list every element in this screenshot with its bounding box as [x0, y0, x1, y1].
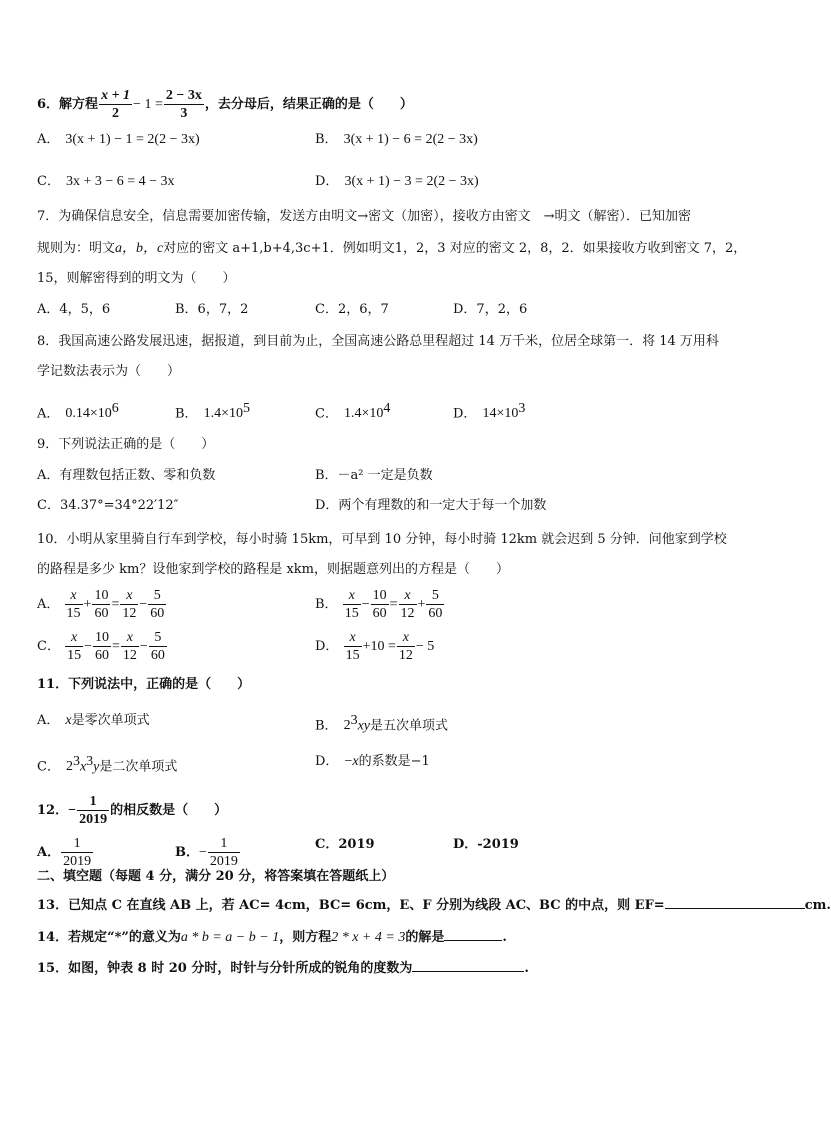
q11-option-c-text: 是二次单项式 — [99, 759, 178, 775]
q10-b-f2-num: 10 — [372, 588, 387, 603]
q10-c-f4-num: 5 — [154, 630, 162, 645]
q10-d-f1-num: x — [349, 630, 356, 645]
q6-f1-numerator: x + 1 — [101, 88, 131, 103]
q10-a-f2-den: 60 — [94, 606, 109, 621]
q9-option-c: C．34.37°=34°22′12″ — [37, 498, 179, 513]
q10-option-a — [37, 588, 167, 621]
q10-option-b — [315, 588, 445, 621]
q8-option-a — [37, 400, 119, 423]
q10-c-op2: − — [139, 639, 148, 654]
q6-fraction-right — [164, 88, 204, 121]
q14-suffix: 的解是 — [405, 930, 445, 945]
q10-a-f3-den: 12 — [122, 606, 137, 621]
question-13 — [37, 895, 831, 915]
q9-option-d: D．两个有理数的和一定大于每一个加数 — [315, 498, 547, 513]
q6-minus-one: − 1 = — [133, 97, 163, 112]
q10-b-f3-den: 12 — [400, 606, 415, 621]
q10-b-eq: = — [389, 597, 398, 612]
q10-d-mid: +10 = — [362, 639, 396, 654]
q10-b-frac-1 — [343, 588, 361, 621]
q11-option-a-label: A． — [37, 713, 60, 728]
q10-b-frac-2 — [371, 588, 389, 621]
q13-answer-blank[interactable] — [665, 895, 805, 909]
q11-option-d-label: D． — [315, 754, 339, 769]
q10-b-f2-den: 60 — [372, 606, 387, 621]
q6-f2-denominator: 3 — [164, 104, 204, 121]
q8-option-b-label: B． — [175, 406, 198, 422]
q6-number: 6． — [37, 97, 60, 112]
q10-d-f1-den: 15 — [345, 648, 360, 663]
q12-number: 12． — [37, 803, 69, 818]
question-14 — [37, 927, 507, 947]
q10-a-f3-num: x — [126, 588, 133, 603]
q11-option-c-y: y — [93, 759, 100, 775]
q8-option-d-exponent: 3 — [518, 401, 526, 416]
q7-option-c: C．2，6，7 — [315, 302, 389, 317]
question-12 — [37, 794, 227, 827]
q9-option-b: B．－a² 一定是负数 — [315, 468, 433, 483]
q15-answer-blank[interactable] — [412, 958, 524, 972]
q15-end: . — [524, 961, 529, 976]
q6-option-a-text: 3(x + 1) − 1 = 2(2 − 3x) — [65, 132, 200, 147]
q6-option-d-text: 3(x + 1) − 3 = 2(2 − 3x) — [344, 174, 479, 189]
q10-b-f4-den: 60 — [428, 606, 443, 621]
q10-c-f1-den: 15 — [67, 648, 82, 663]
q10-c-f3-num: x — [126, 630, 134, 645]
q11-option-b-label: B． — [315, 718, 338, 734]
q14-equation: 2 * x + 4 = 3 — [331, 930, 406, 945]
q11-option-b — [315, 712, 448, 735]
q10-b-f1-den: 15 — [344, 606, 359, 621]
q10-line-1: 10．小明从家里骑自行车到学校，每小时骑 15km，可早到 10 分钟，每小时骑 12km 就会迟到 5 分钟．问他家到学校 — [37, 532, 727, 547]
q12-b-den: 2019 — [209, 854, 238, 869]
q7-line-2b: 对应的密文 a+1,b+4,3c+1．例如明文1，2，3 对应的密文 2，8，2．如果接收方收到密文 7，2， — [163, 241, 747, 256]
question-15 — [37, 958, 529, 978]
q14-prefix: 14．若规定“*”的意义为 — [37, 930, 181, 945]
q6-option-c — [37, 173, 175, 191]
q11-line-1: 11．下列说法中，正确的是（ ） — [37, 677, 251, 692]
q6-option-b-text: 3(x + 1) − 6 = 2(2 − 3x) — [343, 132, 478, 147]
q12-numerator: 1 — [89, 794, 97, 809]
q11-option-b-xy: xy — [357, 718, 370, 734]
q11-option-d — [315, 753, 430, 771]
q10-a-frac-2 — [92, 588, 110, 621]
q10-d-frac-2 — [397, 630, 415, 663]
q12-minus: − — [68, 803, 77, 818]
q12-fraction — [77, 794, 109, 827]
q10-d-frac-1 — [344, 630, 362, 663]
q10-option-c-label: C． — [37, 639, 60, 654]
q11-option-a — [37, 712, 150, 730]
q11-option-d-minus: − — [344, 754, 353, 769]
q10-c-frac-2 — [93, 630, 111, 663]
q11-option-a-text: 是零次单项式 — [71, 713, 150, 728]
q11-option-c-x: x — [79, 759, 87, 775]
q10-option-d-label: D． — [315, 639, 339, 654]
q11-option-c-label: C． — [37, 759, 60, 775]
q9-line-1: 9．下列说法正确的是（ ） — [37, 437, 215, 452]
q11-option-b-exp: 3 — [350, 713, 358, 728]
q8-option-b — [175, 400, 250, 423]
q11-option-a-x: x — [65, 713, 72, 728]
q6-f2-numerator: 2 − 3x — [165, 88, 202, 103]
q10-a-f4-den: 60 — [150, 606, 165, 621]
q8-option-c-base: 1.4×10 — [343, 406, 384, 422]
q10-c-f3-den: 12 — [122, 648, 137, 663]
q14-rule: a * b = a − b − 1 — [180, 930, 280, 945]
q12-a-den: 2019 — [63, 854, 92, 869]
q11-option-b-coef: 2 — [343, 718, 351, 734]
q12-b-num: 1 — [220, 836, 228, 851]
q8-option-b-exponent: 5 — [242, 401, 250, 416]
q12-suffix: 的相反数是（ ） — [110, 803, 228, 818]
q10-c-f1-num: x — [70, 630, 78, 645]
q10-line-2: 的路程是多少 km？设他家到学校的路程是 xkm，则据题意列出的方程是（ ） — [37, 562, 510, 577]
q8-option-b-base: 1.4×10 — [203, 406, 243, 422]
q7-option-d: D．7，2，6 — [453, 302, 528, 317]
q12-option-c: C．2019 — [315, 837, 375, 852]
q10-c-frac-4 — [149, 630, 167, 663]
q11-option-d-text: 的系数是−1 — [358, 754, 430, 769]
q6-option-a-label: A． — [37, 132, 60, 147]
q12-a-fraction — [61, 836, 93, 869]
q15-text: 15．如图，钟表 8 时 20 分时，时针与分针所成的锐角的度数为 — [37, 961, 413, 976]
q10-c-f2-num: 10 — [95, 630, 109, 645]
q10-a-frac-1 — [65, 588, 83, 621]
q10-a-eq: = — [111, 597, 120, 612]
q6-option-c-text: 3x + 3 − 6 = 4 − 3x — [65, 174, 175, 189]
q12-option-b-label: B． — [175, 845, 199, 860]
q10-a-op1: + — [83, 597, 92, 612]
q11-option-c-exp2: 3 — [86, 754, 94, 769]
q10-c-f2-den: 60 — [95, 648, 109, 663]
q10-b-f4-num: 5 — [431, 588, 439, 603]
q12-option-a — [37, 836, 94, 869]
q10-option-b-label: B． — [315, 597, 338, 612]
q7-line-3: 15，则解密得到的明文为（ ） — [37, 271, 236, 286]
q10-c-eq: = — [112, 639, 120, 654]
q12-b-minus: − — [199, 845, 207, 860]
q10-a-op2: − — [139, 597, 148, 612]
q10-b-frac-3 — [399, 588, 417, 621]
q10-option-d — [315, 630, 434, 663]
q8-line-1: 8．我国高速公路发展迅速，据报道，到目前为止，全国高速公路总里程超过 14 万千米，位居全球第一．将 14 万用科 — [37, 334, 719, 349]
q10-b-op2: + — [417, 597, 426, 612]
q14-answer-blank[interactable] — [444, 927, 502, 941]
q10-d-f2-num: x — [402, 630, 409, 645]
q8-option-a-label: A． — [37, 406, 60, 422]
q10-a-f1-den: 15 — [66, 606, 81, 621]
q6-option-a — [37, 131, 200, 149]
q6-option-d — [315, 173, 479, 191]
q6-option-c-label: C． — [37, 174, 60, 189]
q10-c-frac-3 — [121, 630, 139, 663]
q12-option-d: D．-2019 — [453, 837, 519, 852]
q11-option-c-exp: 3 — [72, 754, 80, 769]
q8-option-c — [315, 400, 390, 423]
q8-option-d-base: 14×10 — [482, 406, 519, 422]
q10-b-frac-4 — [426, 588, 444, 621]
q10-a-frac-4 — [148, 588, 166, 621]
q9-option-a: A．有理数包括正数、零和负数 — [37, 468, 216, 483]
q8-option-d — [453, 400, 525, 423]
q6-option-b — [315, 131, 478, 149]
question-6 — [37, 88, 413, 121]
q12-option-b — [175, 836, 241, 869]
q8-line-2: 学记数法表示为（ ） — [37, 364, 181, 379]
q10-a-f4-num: 5 — [153, 588, 161, 603]
q10-c-f4-den: 60 — [150, 648, 165, 663]
q10-option-c — [37, 630, 168, 663]
q8-option-a-base: 0.14×10 — [65, 406, 112, 422]
q10-d-tail: − 5 — [415, 639, 435, 654]
q10-c-op1: − — [84, 639, 92, 654]
q6-option-b-label: B． — [315, 132, 338, 147]
q10-c-frac-1 — [65, 630, 83, 663]
q6-prefix: 解方程 — [59, 97, 99, 112]
q13-text: 13．已知点 C 在直线 AB 上，若 AC= 4cm，BC= 6cm，E、F 分别为线段 AC、BC 的中点，则 EF= — [37, 898, 665, 913]
q7-line-2a: 规则为：明文 — [37, 241, 116, 256]
q8-option-a-exponent: 6 — [111, 401, 119, 416]
q6-option-d-label: D． — [315, 174, 339, 189]
q10-b-f3-num: x — [404, 588, 411, 603]
q10-a-f1-num: x — [70, 588, 77, 603]
q7-line-1: 7．为确保信息安全，信息需要加密传输，发送方由明文→密文（加密），接收方由密文 →明文（解密）．已知加密 — [37, 209, 692, 224]
q8-option-d-label: D． — [453, 406, 477, 422]
section-2-heading: 二、填空题（每题 4 分，满分 20 分，将答案填在答题纸上） — [37, 869, 395, 884]
q14-end: . — [502, 930, 507, 945]
q7-option-b: B．6，7，2 — [175, 302, 249, 317]
q8-option-c-label: C． — [315, 406, 338, 422]
q14-middle: ，则方程 — [279, 930, 332, 945]
q11-option-c — [37, 753, 177, 776]
q10-b-f1-num: x — [348, 588, 355, 603]
q8-option-c-exponent: 4 — [383, 401, 391, 416]
q6-suffix: ，去分母后，结果正确的是（ ） — [204, 97, 413, 112]
q12-b-fraction — [208, 836, 240, 869]
q10-d-f2-den: 12 — [398, 648, 413, 663]
q10-a-f2-num: 10 — [94, 588, 109, 603]
q11-option-b-text: 是五次单项式 — [370, 718, 449, 734]
q7-option-a: A．4，5，6 — [37, 302, 111, 317]
q13-unit: cm. — [804, 898, 831, 913]
q12-denominator: 2019 — [79, 812, 108, 827]
q10-a-frac-3 — [120, 588, 138, 621]
q7-line-2 — [37, 240, 746, 258]
q11-option-c-coef: 2 — [65, 759, 73, 775]
q10-b-op1: − — [361, 597, 370, 612]
q10-option-a-label: A． — [37, 597, 60, 612]
q6-f1-denominator: 2 — [99, 104, 132, 121]
q11-option-d-x: x — [352, 754, 359, 769]
q7-abc: a，b，c — [115, 241, 164, 256]
q12-option-a-label: A． — [37, 845, 61, 860]
q6-fraction-left — [99, 88, 132, 121]
q12-a-num: 1 — [73, 836, 81, 851]
